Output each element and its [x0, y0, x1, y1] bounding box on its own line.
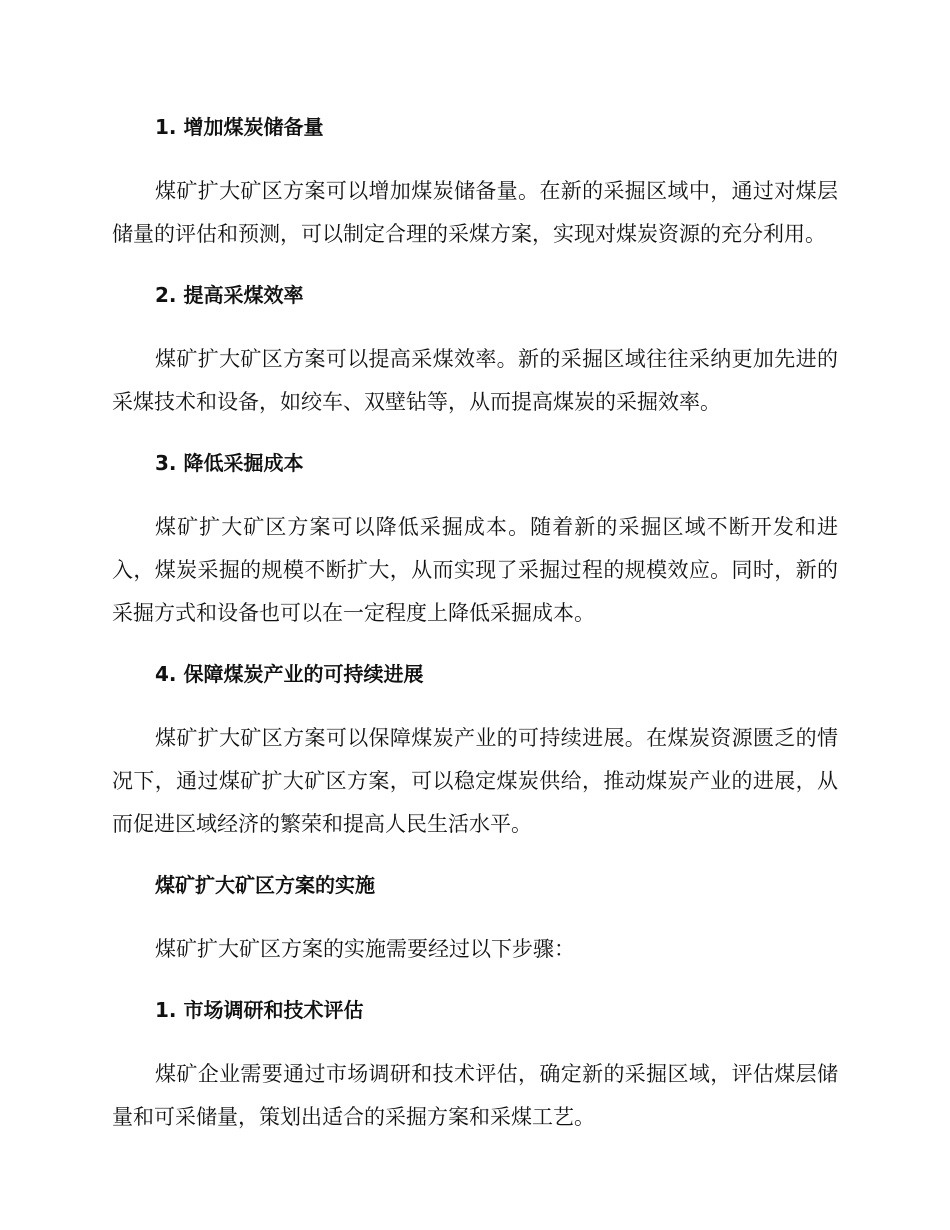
- section-heading: 4. 保障煤炭产业的可持续进展: [155, 662, 424, 686]
- section-paragraph: 煤矿扩大矿区方案可以保障煤炭产业的可持续进展。在煤炭资源匮乏的情况下，通过煤矿扩大矿区方案，可以稳定煤炭供给，推动煤炭产业的进展，从而促进区域经济的繁荣和提高人民生活水平。: [112, 726, 838, 836]
- section-heading: 煤矿扩大矿区方案的实施: [155, 873, 375, 897]
- section-paragraph: 煤矿企业需要通过市场调研和技术评估，确定新的采掘区域，评估煤层储量和可采储量，策划出适合的采掘方案和采煤工艺。: [112, 1062, 838, 1129]
- section-paragraph: 煤矿扩大矿区方案可以提高采煤效率。新的采掘区域往往采纳更加先进的采煤技术和设备，如绞车、双壁钻等，从而提高煤炭的采掘效率。: [112, 347, 838, 414]
- section-paragraph: 煤矿扩大矿区方案可以降低采掘成本。随着新的采掘区域不断开发和进入，煤炭采掘的规模不断扩大，从而实现了采掘过程的规模效应。同时，新的采掘方式和设备也可以在一定程度上降低采掘成本。: [112, 515, 838, 625]
- section-heading: 1. 市场调研和技术评估: [155, 998, 364, 1022]
- section-heading: 1. 增加煤炭储备量: [155, 115, 324, 139]
- section-paragraph: 煤矿扩大矿区方案的实施需要经过以下步骤：: [155, 937, 575, 961]
- section-heading: 2. 提高采煤效率: [155, 283, 304, 307]
- section-heading: 3. 降低采掘成本: [155, 451, 304, 475]
- section-paragraph: 煤矿扩大矿区方案可以增加煤炭储备量。在新的采掘区域中，通过对煤层储量的评估和预测，可以制定合理的采煤方案，实现对煤炭资源的充分利用。: [112, 179, 838, 246]
